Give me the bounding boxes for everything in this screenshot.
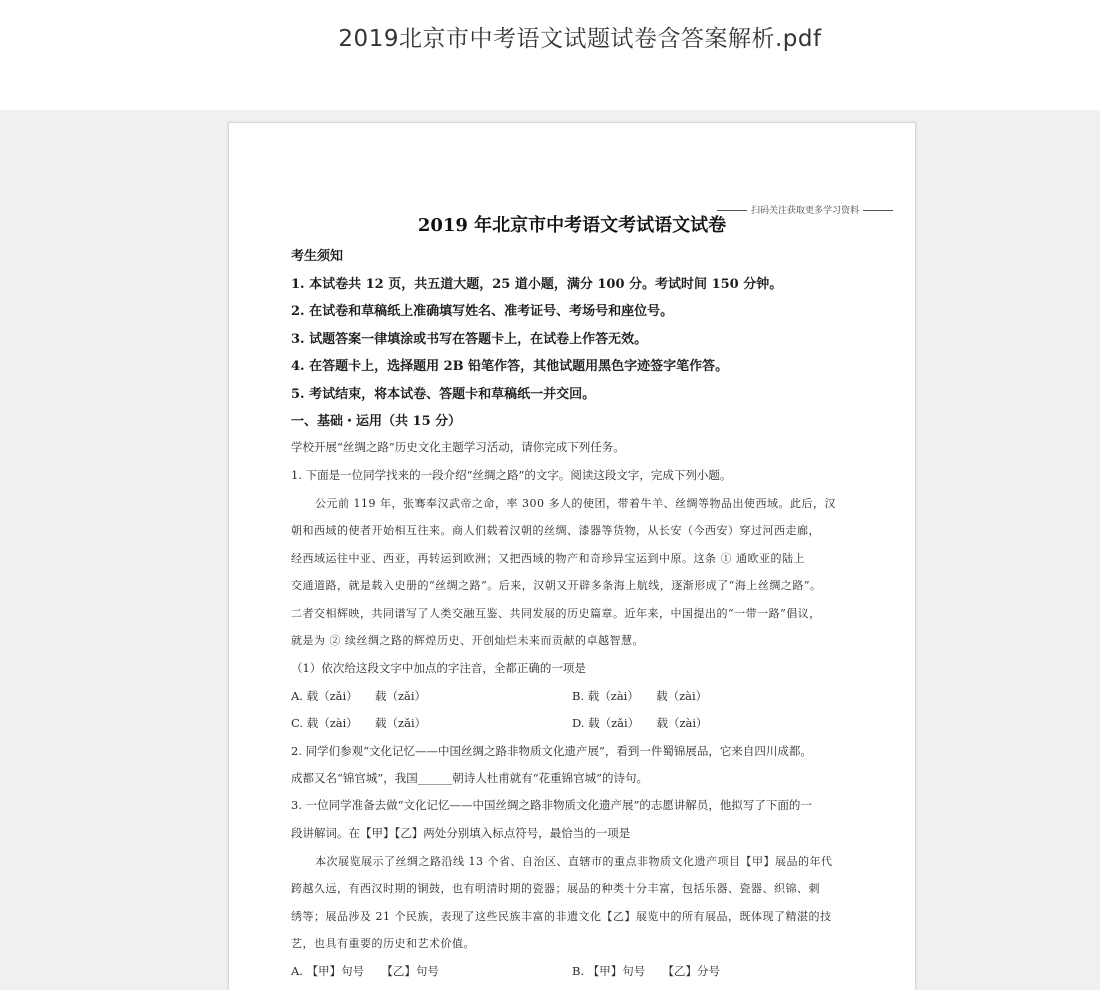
document-viewport[interactable] (0, 110, 1100, 990)
option-a: A. 载（zǎi） 载（zǎi） (291, 689, 427, 703)
pdf-page (228, 122, 916, 990)
passage-line: 本次展览展示了丝绸之路沿线 13 个省、自治区、直辖市的重点非物质文化遗产项目【甲】展品的年代 (315, 855, 833, 868)
question-3: 段讲解词。在【甲】【乙】两处分别填入标点符号，最恰当的一项是 (291, 826, 631, 840)
paper-title: 2019 年北京市中考语文考试语文试卷 (417, 215, 727, 236)
passage-line: 交通道路，就是载入史册的“丝绸之路”。后来，汉朝又开辟多条海上航线，逐渐形成了“海上丝绸之路”。 (291, 579, 822, 592)
option-d: D. 载（zǎi） 载（zài） (572, 716, 708, 730)
passage-line: 跨越久远，有西汉时期的铜鼓，也有明清时期的瓷器；展品的种类十分丰富，包括乐器、瓷器、织锦、刺 (291, 882, 820, 895)
passage-line: 朝和西域的使者开始相互往来。商人们载着汉朝的丝绸、漆器等货物，从长安（今西安）穿过河西走廊， (291, 524, 820, 537)
question-3: 3. 一位同学准备去做“文化记忆——中国丝绸之路非物质文化遗产展”的志愿讲解员，他拟写了下面的一 (291, 798, 812, 812)
question-2: 成都又名“锦官城”，我国______朝诗人杜甫就有“花重锦官城”的诗句。 (291, 771, 649, 785)
option-a: A. 【甲】句号 【乙】句号 (291, 964, 439, 978)
notice-line: 4. 在答题卡上，选择题用 2B 铅笔作答，其他试题用黑色字迹签字笔作答。 (291, 359, 729, 374)
option-b: B. 载（zài） 载（zài） (572, 689, 708, 703)
option-c: C. 载（zài） 载（zǎi） (291, 716, 427, 730)
passage-line: 公元前 119 年，张骞奉汉武帝之命，率 300 多人的使团，带着牛羊、丝绸等物品出使西域。此后，汉 (315, 497, 836, 510)
passage-line: 二者交相辉映，共同谱写了人类交融互鉴、共同发展的历史篇章。近年来，中国提出的“一带一路”倡议， (291, 607, 821, 620)
question-1: 1. 下面是一位同学找来的一段介绍“丝绸之路”的文字。阅读这段文字，完成下列小题。 (291, 468, 732, 482)
option-b: B. 【甲】句号 【乙】分号 (572, 964, 721, 978)
notice-heading: 考生须知 (291, 249, 344, 264)
notice-line: 1. 本试卷共 12 页，共五道大题，25 道小题，满分 100 分。考试时间 150 分钟。 (291, 277, 783, 292)
passage-line: 艺，也具有重要的历史和艺术价值。 (291, 937, 475, 950)
question-2: 2. 同学们参观“文化记忆——中国丝绸之路非物质文化遗产展”，看到一件蜀锦展品，它来自四川成都。 (291, 744, 812, 758)
passage-line: 就是为 ② 续丝绸之路的辉煌历史、开创灿烂未来而贡献的卓越智慧。 (291, 634, 644, 647)
document-title: 2019北京市中考语文试题试卷含答案解析.pdf (338, 26, 822, 52)
notice-line: 2. 在试卷和草稿纸上准确填写姓名、准考证号、考场号和座位号。 (291, 304, 674, 319)
viewer-header (0, 0, 1100, 110)
passage-line: 经西域运往中亚、西亚，再转运到欧洲；又把西域的物产和奇珍异宝运到中原。这条 ① 通欧亚的陆上 (291, 552, 805, 565)
sub-question-1: （1）依次给这段文字中加点的字注音，全都正确的一项是 (291, 661, 586, 675)
notice-line: 3. 试题答案一律填涂或书写在答题卡上，在试卷上作答无效。 (291, 332, 648, 347)
side-tag: 扫码关注获取更多学习资料 (713, 203, 897, 216)
passage-line: 绣等；展品涉及 21 个民族，表现了这些民族丰富的非遗文化【乙】展览中的所有展品，既体现了精湛的技 (291, 910, 832, 923)
notice-line: 5. 考试结束，将本试卷、答题卡和草稿纸一并交回。 (291, 387, 596, 402)
section-heading: 一、基础・运用（共 15 分） (291, 414, 462, 429)
task-intro: 学校开展“丝绸之路”历史文化主题学习活动，请你完成下列任务。 (291, 440, 625, 454)
